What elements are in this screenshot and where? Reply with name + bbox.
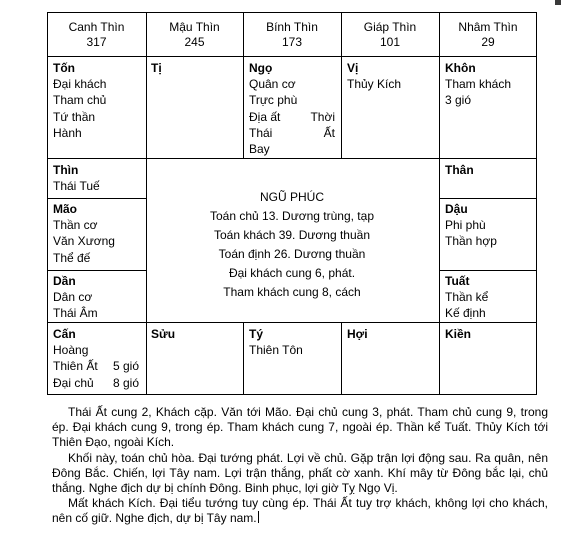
cell-title: Dần — [53, 274, 76, 288]
cell-dau — [445, 201, 497, 250]
body-text — [52, 405, 548, 527]
cell-line: Quân cơ — [249, 77, 296, 92]
page-corner-mark — [555, 0, 561, 5]
paragraph-text: Mất khách Kích. Đại tiểu tướng tuy cùng ép. Thái Ất tuy trợ khách, không lợi cho khách, nên cố giữ. Nghe địch, dự bị Tây nam. — [52, 496, 548, 526]
center-line: Đại khách cung 6, phát. — [228, 266, 356, 280]
cell-line: Thần hợp — [445, 234, 497, 249]
cell-line: Thái Tuế — [53, 179, 100, 194]
col-rule-3-bottom — [341, 322, 342, 395]
center-line: Tham khách cung 8, cách — [223, 285, 361, 299]
text-cursor — [258, 511, 259, 523]
row5-rule — [47, 322, 537, 323]
cell-line: Thái Âm — [53, 306, 98, 321]
cell-khon — [445, 60, 511, 109]
cell-can — [53, 326, 139, 391]
col-rule-2-bottom — [243, 322, 244, 395]
header-rule — [47, 56, 537, 57]
cell-line-justified — [249, 125, 335, 141]
cell-ty — [249, 326, 303, 358]
cell-line: Tham khách — [445, 77, 512, 92]
cell-hoi — [347, 326, 368, 342]
cell-thin — [53, 162, 100, 194]
cell-title: Mão — [53, 202, 77, 216]
cell-line: Thể đế — [53, 250, 91, 265]
header-binh-thin — [243, 20, 341, 50]
header-name: Giáp Thìn — [363, 20, 417, 34]
cell-vi — [347, 60, 401, 92]
cell-than — [445, 162, 474, 178]
left-rule-2 — [47, 270, 146, 271]
paragraph-last[interactable] — [52, 496, 548, 526]
table-border-right — [536, 12, 537, 395]
cell-line-justified — [53, 358, 139, 374]
center-line: Toán chủ 13. Dương trùng, tạp — [209, 209, 374, 223]
cell-dan — [53, 273, 98, 322]
cell-line: 3 gió — [445, 93, 472, 108]
cell-line: Thần kể — [445, 290, 489, 305]
cell-word: Địa ất — [249, 109, 281, 124]
center-title: NGŨ PHÚC — [259, 190, 324, 204]
cell-title: Tuất — [445, 274, 470, 288]
header-name: Mậu Thìn — [169, 20, 220, 34]
paragraph: Khối này, toán chủ hòa. Đại tướng phát. Lợi về chủ. Gặp trận lợi động sau. Ra quân, nên Đông Bắc. Chiến, lợi Tây nam. Lợi trận thắng, phất cờ xanh. Khí mây từ Đông bắc lại, chủ thắng. Nghe địch dự bị chính Đông. Binh phục, lợi giờ Tỵ Ngọ Vị. — [52, 450, 548, 496]
header-value: 317 — [86, 35, 107, 49]
cell-title: Khôn — [445, 61, 476, 75]
cell-title: Tốn — [53, 61, 75, 75]
header-value: 101 — [379, 35, 401, 49]
cell-title: Sửu — [151, 327, 176, 341]
cell-ngo — [249, 60, 335, 157]
header-name: Canh Thìn — [68, 20, 125, 34]
cell-line: Kế định — [445, 306, 486, 321]
cell-ton — [53, 60, 106, 141]
cell-word: Ất — [323, 125, 335, 140]
col-rule-4 — [439, 12, 440, 395]
cell-line: Văn Xương — [53, 234, 115, 249]
cell-title: Tý — [249, 327, 264, 341]
cell-line: Hành — [53, 125, 82, 140]
table-border-bottom — [47, 394, 537, 395]
cell-word: Thái — [249, 125, 273, 140]
center-line: Toán định 26. Dương thuần — [218, 247, 366, 261]
cell-line: Tham chủ — [53, 93, 107, 108]
cell-word: 8 gió — [112, 375, 139, 390]
cell-title: Cấn — [53, 327, 76, 341]
header-value: 245 — [184, 35, 205, 49]
cell-line: Thiên Tôn — [249, 343, 303, 358]
right-rule-1 — [439, 198, 537, 199]
cell-title: Kiền — [445, 327, 472, 341]
header-value: 173 — [281, 35, 303, 49]
cell-word: 5 gió — [112, 359, 139, 374]
table-border-left — [47, 12, 48, 395]
left-rule-1 — [47, 198, 146, 199]
cell-line: Phi phù — [445, 218, 486, 233]
cell-title: Thân — [445, 163, 474, 177]
right-rule-2 — [439, 270, 537, 271]
cell-line: Dân cơ — [53, 290, 93, 305]
table-border-top — [47, 12, 537, 13]
center-ngu-phuc — [147, 188, 437, 302]
row1-rule — [47, 158, 537, 159]
thai-at-chart-table — [47, 12, 537, 395]
cell-title: Thìn — [53, 163, 79, 177]
cell-title: Ngọ — [249, 61, 273, 75]
header-name: Nhâm Thìn — [458, 20, 518, 34]
cell-mao — [53, 201, 115, 266]
cell-line-justified — [249, 109, 335, 125]
cell-line: Bay — [249, 142, 270, 157]
center-line: Toán khách 39. Dương thuần — [213, 228, 370, 242]
cell-line: Thủy Kích — [347, 77, 402, 92]
header-nham-thin — [439, 20, 537, 50]
header-giap-thin — [341, 20, 439, 50]
cell-title: Hợi — [347, 327, 368, 341]
header-value: 29 — [481, 35, 495, 49]
cell-line-justified — [53, 375, 139, 391]
cell-suu — [151, 326, 175, 342]
cell-line: Hoàng — [53, 343, 89, 358]
cell-ti — [151, 60, 162, 76]
cell-title: Dậu — [445, 202, 468, 216]
paragraph: Thái Ất cung 2, Khách cặp. Văn tới Mão. Đại chủ cung 3, phát. Tham chủ cung 9, trong ép. Đại khách cung 9, trong ép. Tham khách cung 7, ngoài ép. Thần kể Tuất. Thủy Kích tới Thiên Đạo, ngoài Kích. — [52, 405, 548, 450]
cell-line: Trực phù — [249, 93, 298, 108]
cell-word: Thiên Ất — [53, 359, 98, 374]
cell-tuat — [445, 273, 488, 322]
cell-word: Thời — [310, 109, 335, 124]
cell-kien — [445, 326, 471, 342]
header-name: Bính Thìn — [266, 20, 318, 34]
cell-line: Thần cơ — [53, 218, 98, 233]
cell-word: Đại chủ — [53, 375, 94, 390]
cell-title: Vị — [347, 61, 359, 75]
cell-title: Tị — [151, 61, 162, 75]
header-mau-thin — [146, 20, 243, 50]
cell-line: Tứ thần — [53, 109, 96, 124]
header-canh-thin — [47, 20, 146, 50]
cell-line: Đại khách — [53, 77, 107, 92]
